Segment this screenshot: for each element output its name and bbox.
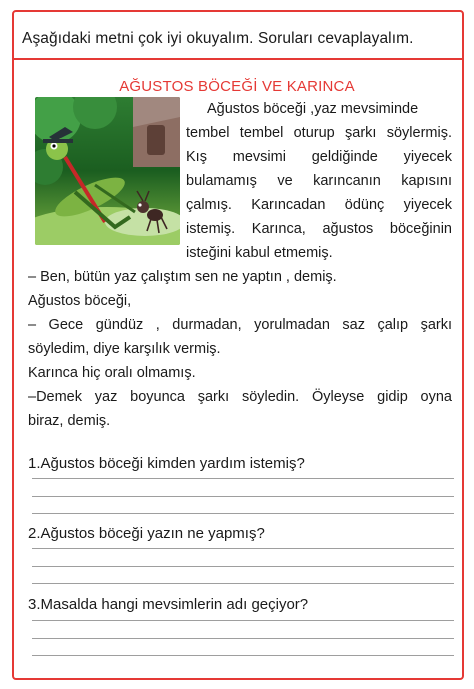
story-line: tembel tembel oturup şarkı söylermiş.: [186, 125, 452, 141]
instruction-text: Aşağıdaki metni çok iyi okuyalım. Soruları cevaplayalım.: [22, 30, 414, 47]
story-line: Ağustos böceği ,yaz mevsiminde: [207, 101, 419, 117]
story-line: çalmış. Karıncadan ödünç yiyecek: [186, 197, 452, 213]
story-title: AĞUSTOS BÖCEĞİ VE KARINCA: [119, 78, 355, 95]
story-line: Kış mevsimi geldiğinde yiyecek: [186, 149, 452, 165]
story-illustration: [35, 97, 180, 245]
answer-field-1[interactable]: [32, 478, 454, 514]
story-line: isteğini kabul etmemiş.: [186, 245, 333, 261]
story-line: biraz, demiş.: [28, 413, 111, 429]
answer-field-3[interactable]: [32, 620, 454, 656]
grasshopper-and-ant-image: [35, 97, 180, 245]
question-1: 1.Ağustos böceği kimden yardım istemiş?: [28, 455, 305, 472]
story-line: –Demek yaz boyunca şarkı söyledin. Öyleyse gidip oyna: [28, 389, 452, 405]
answer-field-2[interactable]: [32, 548, 454, 584]
story-line: bulamamış ve karıncanın kapısını: [186, 173, 452, 189]
instruction-divider: [14, 58, 462, 60]
story-line: söyledim, diye karşılık vermiş.: [28, 341, 221, 357]
story-line: – Ben, bütün yaz çalıştım sen ne yaptın , demiş.: [28, 269, 337, 285]
story-line: Ağustos böceği,: [28, 293, 132, 309]
story-line: istemiş. Karınca, ağustos böceğinin: [186, 221, 452, 237]
question-3: 3.Masalda hangi mevsimlerin adı geçiyor?: [28, 596, 309, 613]
story-line: – Gece gündüz , durmadan, yorulmadan saz çalıp şarkı: [28, 317, 452, 333]
question-2: 2.Ağustos böceği yazın ne yapmış?: [28, 525, 265, 542]
story-line: Karınca hiç oralı olmamış.: [28, 365, 196, 381]
